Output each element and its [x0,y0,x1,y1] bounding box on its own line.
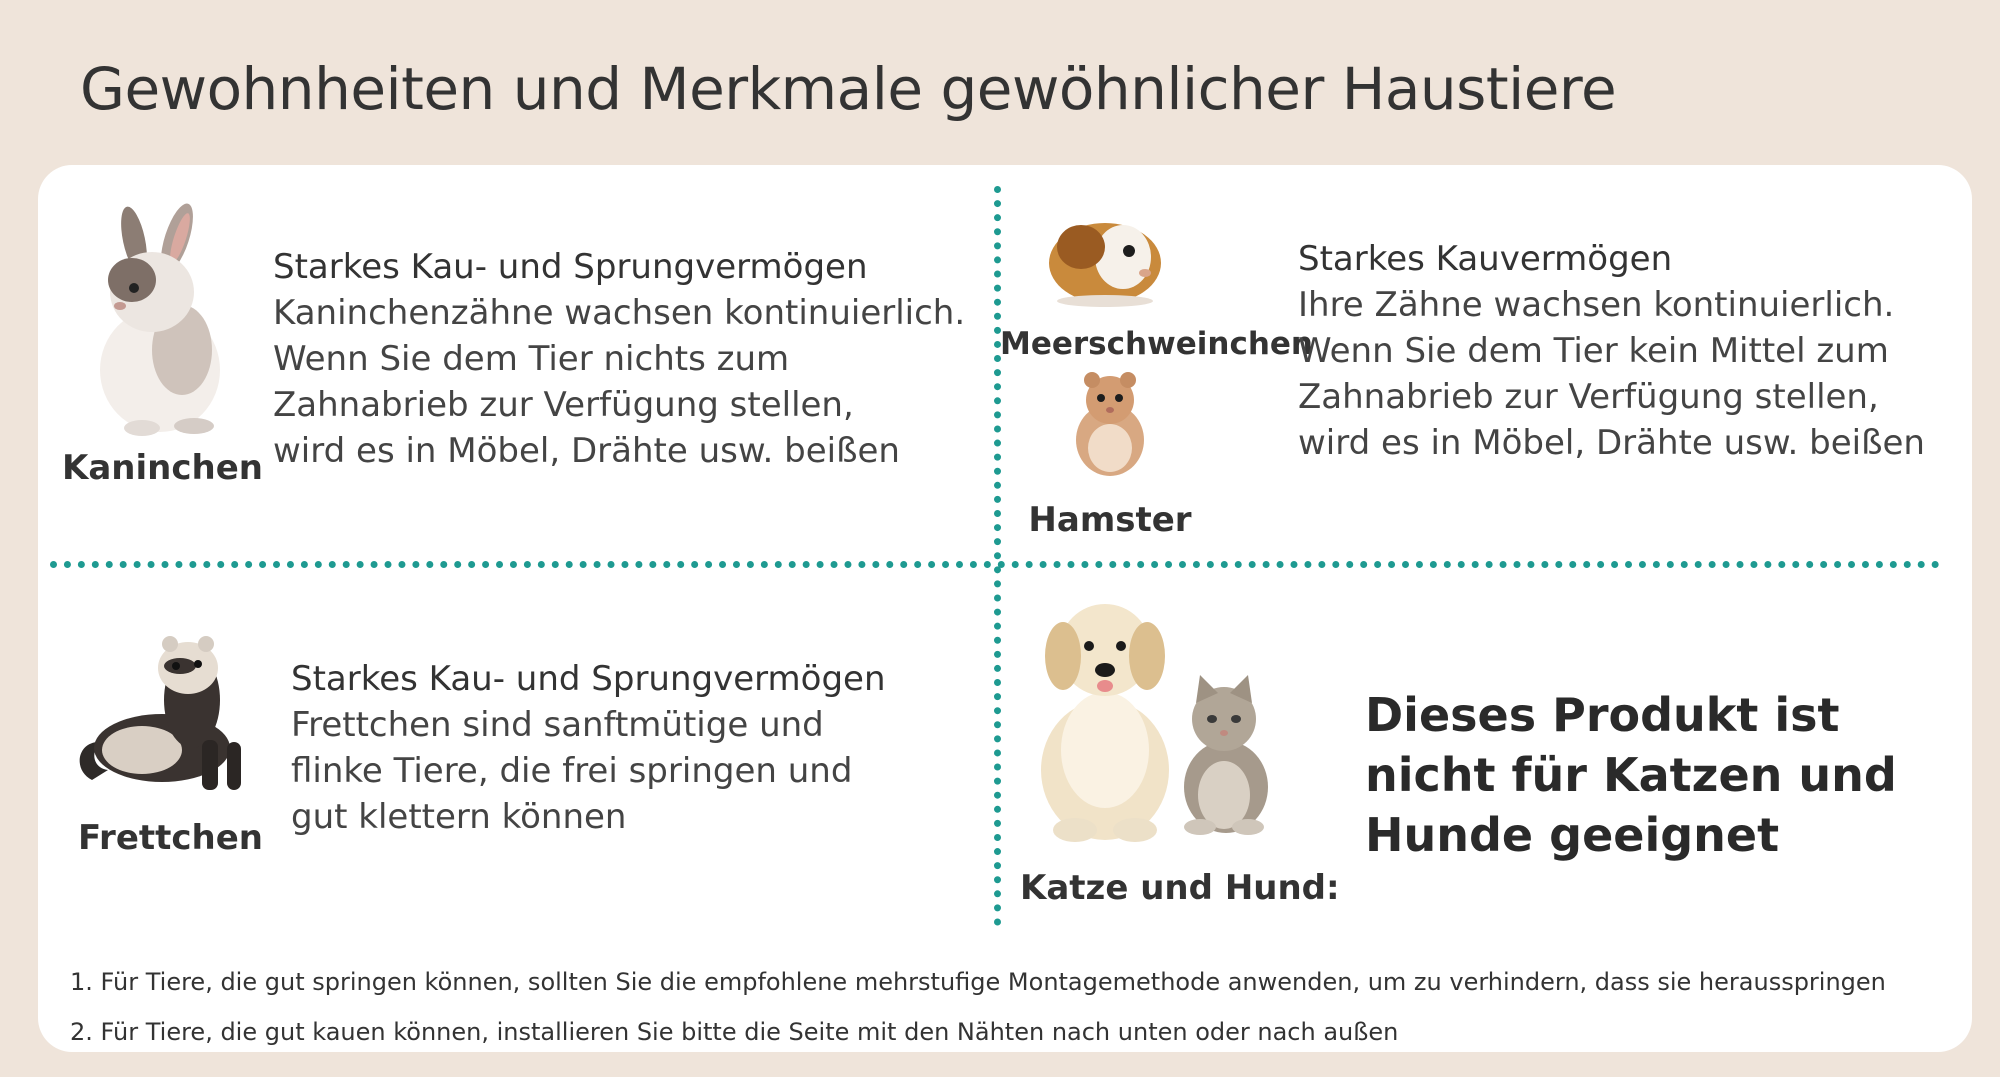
animal-label-guinea-pig: Meerschweinchen [1000,326,1313,362]
page-title: Gewohnheiten und Merkmale gewöhnlicher Haustiere [80,55,1617,123]
hamster-icon [1070,370,1150,480]
rabbit-line: wird es in Möbel, Drähte usw. beißen [273,431,900,471]
rabbit-line: Kaninchenzähne wachsen kontinuierlich. [273,293,966,333]
ferret-line: flinke Tiere, die frei springen und [291,751,853,791]
dog-icon [1025,590,1185,845]
footnotes [70,957,1886,1057]
rabbit-line: Zahnabrieb zur Verfügung stellen, [273,385,854,425]
notice-line: Dieses Produkt ist [1365,688,1840,742]
not-suitable-notice [1365,685,1897,865]
rabbit-heading: Starkes Kau- und Sprungvermögen [273,247,868,287]
rodents-line: Wenn Sie dem Tier kein Mittel zum [1298,331,1889,371]
footnote: 1. Für Tiere, die gut springen können, sollten Sie die empfohlene mehrstufige Montagemethode anwenden, um zu verhindern, dass sie herausspringen [70,968,1886,996]
ferret-line: Frettchen sind sanftmütige und [291,705,824,745]
animal-label-hamster: Hamster [1028,500,1192,540]
cat-icon [1170,675,1280,835]
rodents-line: wird es in Möbel, Drähte usw. beißen [1298,423,1925,463]
ferret-line: gut klettern können [291,797,627,837]
rabbit-description [273,244,965,474]
guinea-pig-icon [1045,195,1165,310]
footnote: 2. Für Tiere, die gut kauen können, installieren Sie bitte die Seite mit den Nähten nach unten oder nach außen [70,1018,1399,1046]
notice-line: nicht für Katzen und [1365,748,1897,802]
animal-label-ferret: Frettchen [78,818,264,858]
rodents-line: Zahnabrieb zur Verfügung stellen, [1298,377,1879,417]
ferret-description [291,656,886,840]
animal-label-rabbit: Kaninchen [62,448,263,488]
rodents-description [1298,236,1925,466]
animal-label-cat-dog: Katze und Hund: [1020,868,1340,908]
ferret-heading: Starkes Kau- und Sprungvermögen [291,659,886,699]
notice-line: Hunde geeignet [1365,808,1780,862]
horizontal-divider [50,561,1940,568]
rodents-line: Ihre Zähne wachsen kontinuierlich. [1298,285,1895,325]
ferret-icon [72,630,257,800]
rabbit-line: Wenn Sie dem Tier nichts zum [273,339,790,379]
rabbit-icon [82,200,232,440]
rodents-heading: Starkes Kauvermögen [1298,239,1673,279]
vertical-divider [994,186,1001,926]
